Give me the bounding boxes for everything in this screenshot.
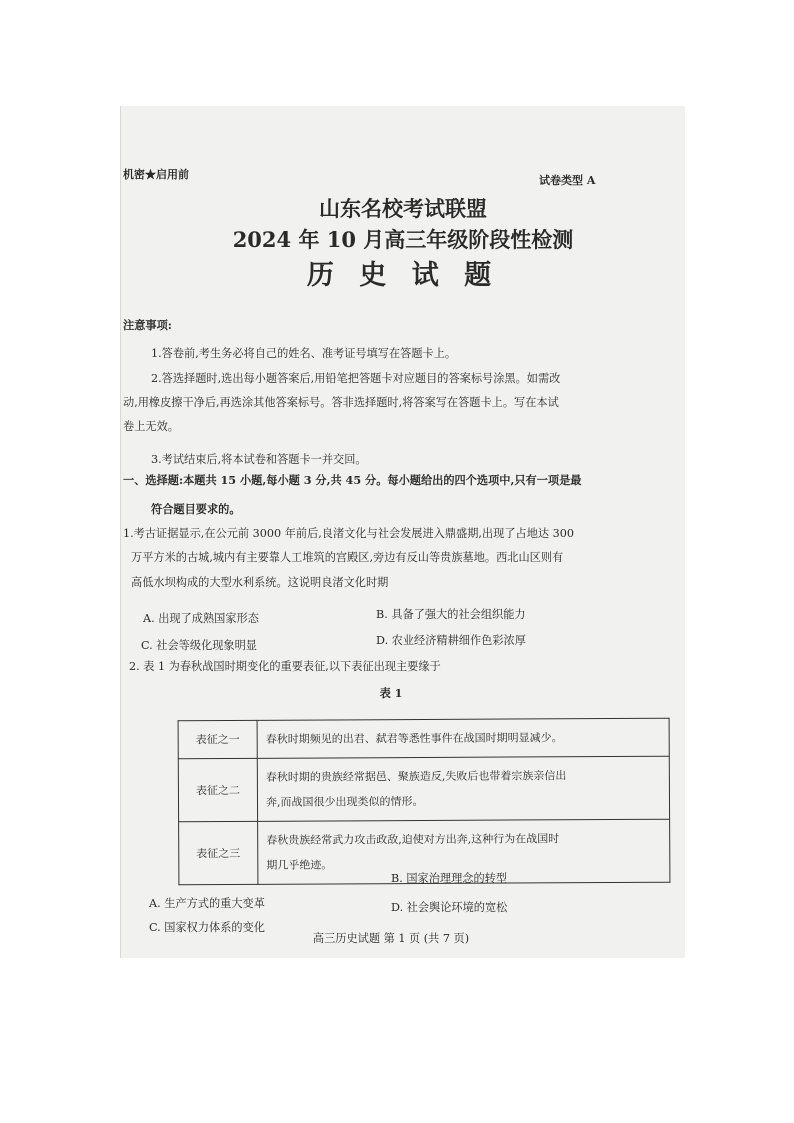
q2-option-d: D. 社会舆论环境的宽松 [391,901,508,914]
row-text-2 [257,756,669,821]
q1-stem-line-1: 1.考古证据显示,在公元前 3000 年前后,良渚文化与社会发展进入鼎盛期,出现了占地达 300 [123,527,575,540]
q2-option-c: C. 国家权力体系的变化 [149,921,265,934]
q2-option-a: A. 生产方式的重大变革 [149,897,265,910]
q1-option-d: D. 农业经济精耕细作色彩浓厚 [376,634,526,647]
notice-item-2-end: 卷上无效。 [123,420,179,433]
page-footer: 高三历史试题 第 1 页 (共 7 页) [312,932,470,945]
table-row [178,756,669,822]
notice-item-2-cont: 动,用橡皮擦干净后,再选涂其他答案标号。答非选择题时,将答案写在答题卡上。写在本试 [123,396,559,409]
row-key-3: 表征之三 [179,821,258,884]
q1-option-c: C. 社会等级化现象明显 [141,639,257,652]
exam-union-title: 山东名校考试联盟 [319,196,487,221]
section-heading-cont: 符合题目要求的。 [151,502,241,516]
confidential-label: 机密★启用前 [123,168,189,181]
evidence-table [178,718,671,886]
row-text-1 [257,718,669,758]
subject-title: 历 史 试 题 [306,260,500,291]
row-key-2: 表征之二 [178,758,257,821]
row-2-line-1: 春秋时期的贵族经常据邑、聚族造反,失败后也带着宗族亲信出 [265,769,567,784]
row-key-1: 表征之一 [178,720,257,758]
exam-paper [120,106,685,958]
row-1-line-1: 春秋时期频见的出君、弑君等悉性事件在战国时期明显减少。 [265,731,563,746]
section-heading: 一、选择题:本题共 15 小题,每小题 3 分,共 45 分。每小题给出的四个选项中,只有一项是最 [123,473,582,487]
q1-option-a: A. 出现了成熟国家形态 [143,612,259,625]
q2-option-b: B. 国家治理理念的转型 [391,872,508,885]
table-row [178,718,669,759]
q2-stem: 2. 表 1 为春秋战国时期变化的重要表征,以下表征出现主要缘于 [129,660,441,673]
q1-stem-line-2: 万平方米的古城,城内有主要靠人工堆筑的宫殿区,旁边有反山等贵族墓地。西北山区则有 [131,551,564,564]
row-3-line-2: 期几乎绝迹。 [266,858,333,872]
row-3-line-1: 春秋贵族经常武力攻击政敌,迫使对方出奔,这种行为在战国时 [266,832,560,847]
row-2-line-2: 奔,而战国很少出现类似的情形。 [265,795,424,809]
paper-type-label: 试卷类型 A [539,174,596,187]
q1-stem-line-3: 高低水坝构成的大型水利系统。这说明良渚文化时期 [131,576,389,589]
q1-option-b: B. 具备了强大的社会组织能力 [376,608,526,621]
notice-item-1: 1.答卷前,考生务必将自己的姓名、准考证号填写在答题卡上。 [151,347,457,360]
exam-date-title: 2024 年 10 月高三年级阶段性检测 [232,227,574,252]
table-caption: 表 1 [379,686,403,700]
notice-item-3: 3.考试结束后,将本试卷和答题卡一并交回。 [151,453,367,466]
notice-item-2: 2.答选择题时,选出每小题答案后,用铅笔把答题卡对应题目的答案标号涂黑。如需改 [151,372,561,385]
notice-heading: 注意事项: [123,318,172,332]
